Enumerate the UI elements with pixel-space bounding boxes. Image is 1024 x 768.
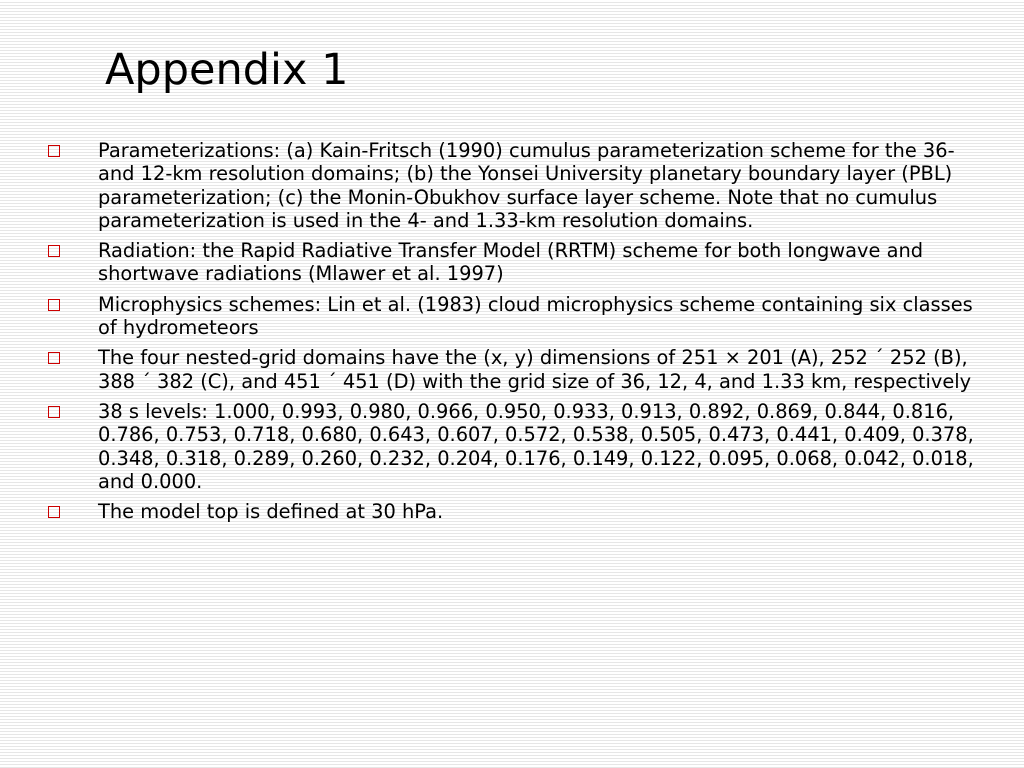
hollow-square-bullet-icon — [48, 299, 60, 311]
hollow-square-bullet-icon — [48, 352, 60, 364]
bullet-item-nested-grid-domains — [45, 346, 985, 393]
hollow-square-bullet-icon — [48, 145, 60, 157]
bullet-item-model-top — [45, 500, 985, 523]
bullet-list — [45, 139, 985, 530]
bullet-item-sigma-levels — [45, 400, 985, 493]
bullet-item-microphysics — [45, 293, 985, 340]
slide-title: Appendix 1 — [105, 45, 349, 95]
hollow-square-bullet-icon — [48, 406, 60, 418]
bullet-text: Radiation: the Rapid Radiative Transfer Model (RRTM) scheme for both longwave and shortwave radiations (Mlawer et al. 1997) — [98, 239, 924, 286]
bullet-item-parameterizations — [45, 139, 985, 232]
hollow-square-bullet-icon — [48, 245, 60, 257]
bullet-text: The model top is defined at 30 hPa. — [98, 500, 444, 524]
bullet-text: Microphysics schemes: Lin et al. (1983) cloud microphysics scheme containing six classes of hydrometeors — [98, 292, 973, 340]
bullet-text: The four nested-grid domains have the (x, y) dimensions of 251 × 201 (A), 252 ´ 252 (B), 388 ´ 382 (C), and 451 ´ 451 (D) with the grid size of 36, 12, 4, and 1.33 km, respectively — [98, 346, 972, 393]
bullet-text: 38 s levels: 1.000, 0.993, 0.980, 0.966, 0.950, 0.933, 0.913, 0.892, 0.869, 0.844, 0.816, 0.786, 0.753, 0.718, 0.680, 0.643, 0.607, 0.572, 0.538, 0.505, 0.473, 0.441, 0.409, 0.378, 0.348, 0.318, 0.289, 0.260, 0.232, 0.204, 0.176, 0.149, 0.122, 0.095, 0.068, 0.042, 0.018, and 0.000. — [98, 399, 974, 493]
bullet-item-radiation — [45, 239, 985, 286]
bullet-text: Parameterizations: (a) Kain-Fritsch (1990) cumulus parameterization scheme for the 36- and 12-km resolution domains; (b) the Yonsei University planetary boundary layer (PBL) parameterization; (c) the Monin-Obukhov surface layer scheme. Note that no cumulus parameterization is used in the 4- and 1.33-km resolution domains. — [98, 139, 955, 232]
hollow-square-bullet-icon — [48, 506, 60, 518]
